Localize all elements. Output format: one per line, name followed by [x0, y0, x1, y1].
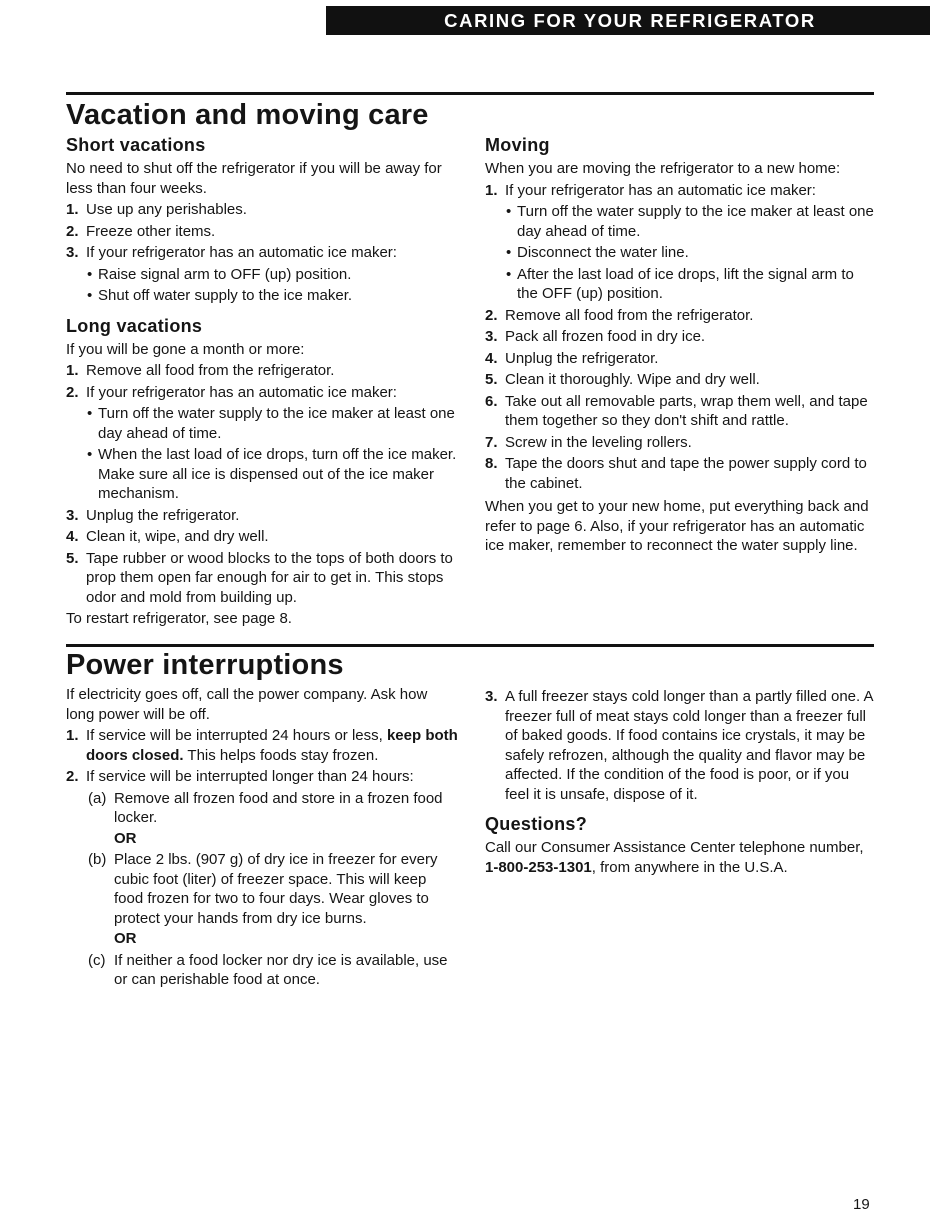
moving-closing: When you get to your new home, put everything back and refer to page 6. Also, if your refrigerator has an automatic ice maker, remember to reconnect the water supply line.	[485, 498, 869, 554]
bullet-item: • After the last load of ice drops, lift the signal arm to the OFF (up) position.	[506, 265, 854, 302]
option-item: (b) Place 2 lbs. (907 g) of dry ice in freezer for every cubic foot (liter) of freezer space. This will keep food frozen for two to four days. Wear gloves to protect your hands from dry ice burns.	[88, 851, 438, 927]
bullet-icon: •	[87, 287, 93, 304]
list-item: 3. Unplug the refrigerator.	[66, 506, 240, 524]
power-left-column	[66, 685, 458, 990]
bullet-item: • When the last load of ice drops, turn off the ice maker. Make sure all ice is dispensed out of the ice maker mechanism.	[87, 446, 457, 502]
power-intro: If electricity goes off, call the power company. Ask how long power will be off.	[66, 686, 428, 723]
list-item: 2. If service will be interrupted longer than 24 hours:	[66, 768, 414, 785]
option-item: (c) If neither a food locker nor dry ice is available, use or can perishable food at once.	[88, 951, 448, 988]
banner-text: CARING FOR YOUR REFRIGERATOR	[444, 9, 816, 31]
list-item: 7. Screw in the leveling rollers.	[485, 433, 692, 451]
page-number: 19	[853, 1196, 870, 1213]
restart-note: To restart refrigerator, see page 8.	[66, 610, 292, 627]
questions-text: Call our Consumer Assistance Center telephone number, 1-800-253-1301, from anywhere in the U.S.A.	[485, 839, 864, 876]
list-item: 4. Unplug the refrigerator.	[485, 349, 659, 367]
or-label: OR	[114, 829, 137, 847]
vacation-left-column	[66, 135, 458, 629]
power-right-column	[485, 685, 875, 877]
bullet-icon: •	[506, 265, 512, 283]
bullet-item: • Shut off water supply to the ice maker.	[87, 287, 353, 304]
long-vacations-intro: If you will be gone a month or more:	[66, 340, 305, 358]
or-label: OR	[114, 930, 137, 947]
list-item: 5. Clean it thoroughly. Wipe and dry well.	[485, 371, 760, 388]
section-rule	[66, 644, 874, 647]
vacation-title: Vacation and moving care	[66, 99, 429, 131]
bullet-item: • Turn off the water supply to the ice maker at least one day ahead of time.	[506, 203, 874, 240]
list-item: 2. Freeze other items.	[66, 222, 216, 240]
list-item: 5. Tape rubber or wood blocks to the tops of both doors to prop them open far enough for air to get in. This stops odor and mold from building up.	[66, 549, 453, 606]
bullet-icon: •	[506, 203, 512, 220]
list-item: 1. If service will be interrupted 24 hours or less, keep both doors closed. This helps foods stay frozen.	[66, 727, 458, 764]
short-vacations-heading: Short vacations	[66, 135, 206, 155]
moving-intro: When you are moving the refrigerator to a new home:	[485, 160, 841, 177]
bullet-icon: •	[506, 244, 512, 261]
moving-column	[485, 135, 875, 556]
section-banner	[326, 6, 930, 35]
list-item: 4. Clean it, wipe, and dry well.	[66, 528, 269, 545]
list-item: 1. If your refrigerator has an automatic ice maker:	[485, 181, 816, 199]
short-vacations-intro: No need to shut off the refrigerator if you will be away for less than four weeks.	[66, 160, 442, 197]
phone-number: 1-800-253-1301	[485, 858, 592, 876]
list-item: 2. If your refrigerator has an automatic ice maker:	[66, 383, 397, 401]
list-item: 3. If your refrigerator has an automatic ice maker:	[66, 244, 397, 261]
questions-heading: Questions?	[485, 814, 588, 834]
bullet-icon: •	[87, 446, 93, 463]
bullet-icon: •	[87, 405, 93, 422]
list-item: 6. Take out all removable parts, wrap them well, and tape them together so they don't shift and rattle.	[485, 392, 868, 429]
list-item: 3. Pack all frozen food in dry ice.	[485, 328, 706, 345]
list-item: 1. Use up any perishables.	[66, 201, 247, 218]
section-rule	[66, 92, 874, 95]
bullet-item: • Disconnect the water line.	[506, 244, 689, 261]
list-item: 2. Remove all food from the refrigerator.	[485, 306, 754, 324]
long-vacations-heading: Long vacations	[66, 315, 203, 336]
bullet-item: • Turn off the water supply to the ice maker at least one day ahead of time.	[87, 405, 455, 442]
bullet-item: • Raise signal arm to OFF (up) position.	[87, 265, 352, 283]
moving-heading: Moving	[485, 135, 550, 155]
power-title: Power interruptions	[66, 649, 344, 681]
bullet-icon: •	[87, 265, 93, 283]
list-item: 8. Tape the doors shut and tape the power supply cord to the cabinet.	[485, 455, 867, 492]
option-item: (a) Remove all frozen food and store in a frozen food locker.	[88, 789, 443, 826]
list-item: 1. Remove all food from the refrigerator.	[66, 362, 335, 379]
list-item: 3. A full freezer stays cold longer than a partly filled one. A freezer full of meat stays cold longer than a freezer full of baked goods. If food contains ice crystals, it may be safely refrozen, although the quality and flavor may be affected. If the condition of the food is poor, or if you feel it is unsafe, dispose of it.	[485, 688, 873, 803]
